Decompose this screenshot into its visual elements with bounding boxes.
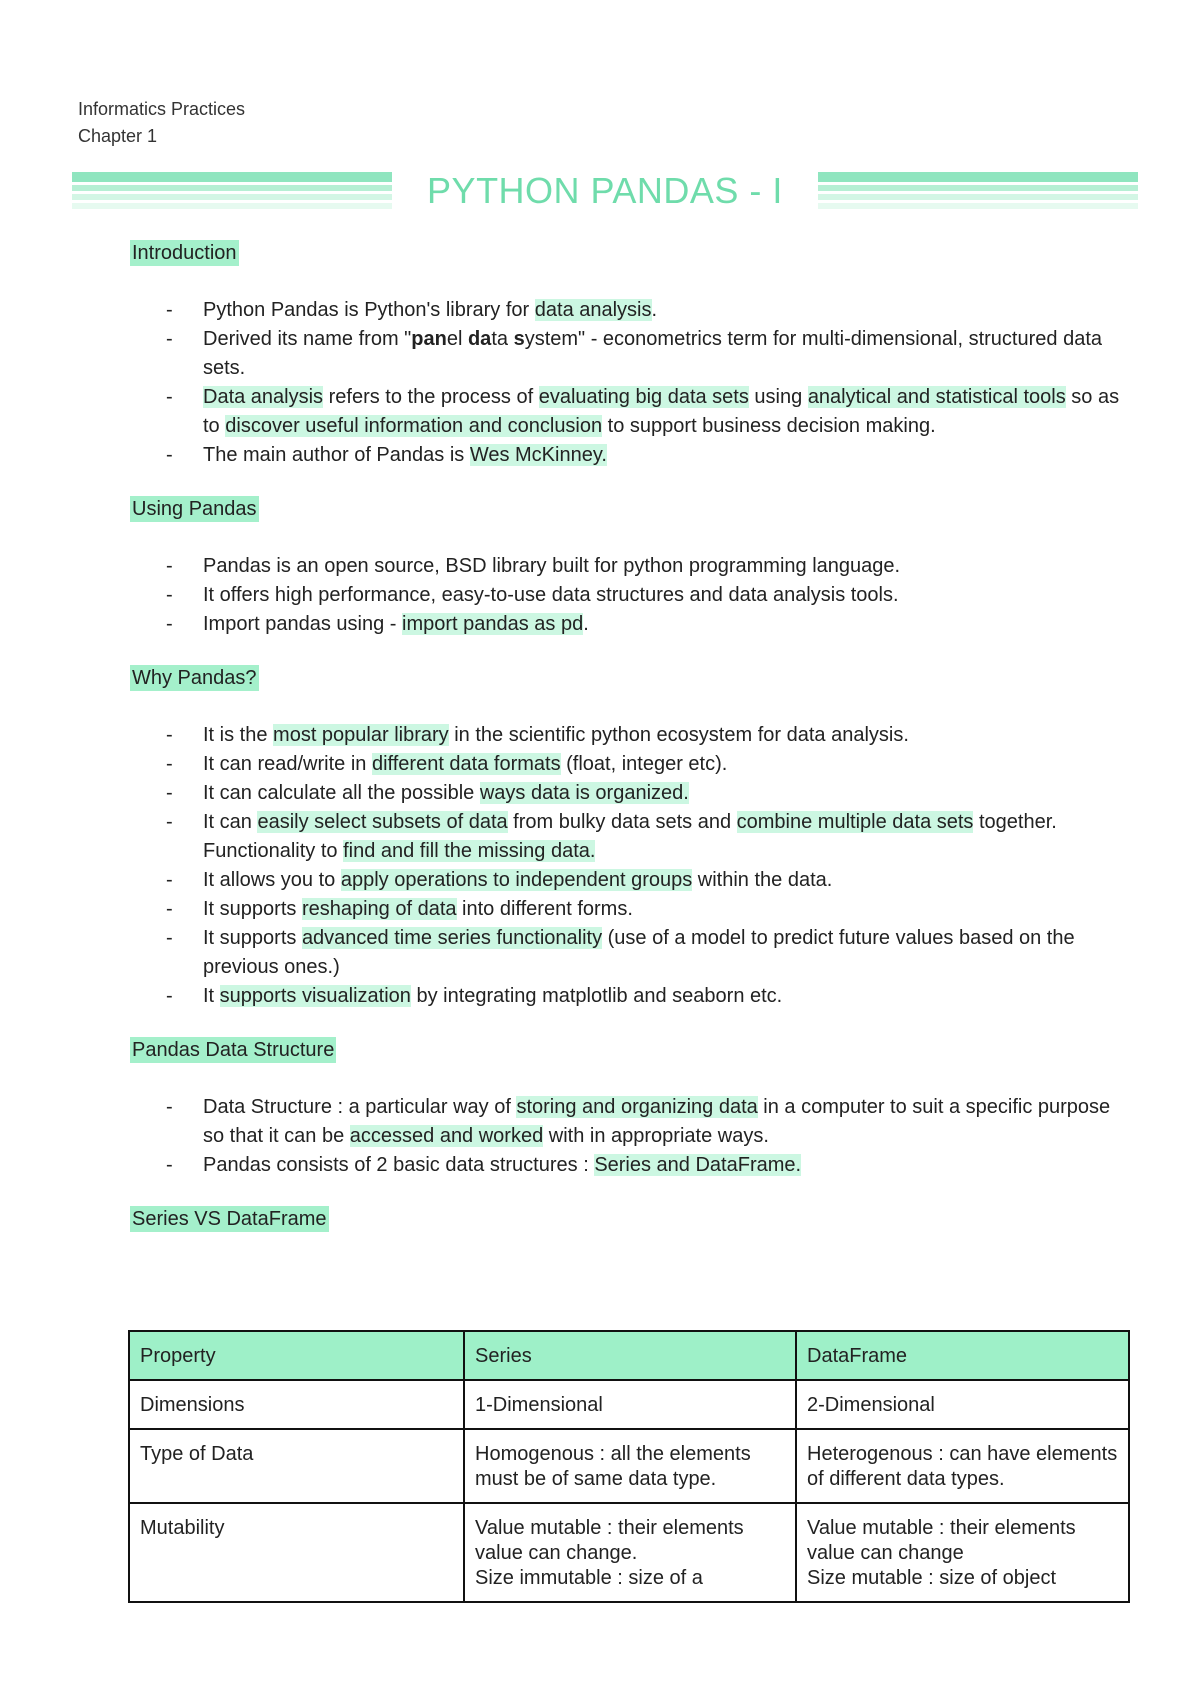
bullet-list — [130, 552, 1130, 639]
page-title: PYTHON PANDAS - I — [427, 170, 783, 211]
section-heading: Series VS DataFrame — [132, 1208, 327, 1230]
list-item: - It supports visualization by integrating matplotlib and seaborn etc. — [130, 982, 1130, 1011]
document-content — [130, 240, 1130, 1258]
comparison-table — [128, 1330, 1130, 1603]
column-header: DataFrame — [796, 1331, 1129, 1380]
dataframe-cell: Value mutable : their elements value can change Size mutable : size of object — [796, 1503, 1129, 1602]
bullet-list — [130, 296, 1130, 470]
list-item: - It can read/write in different data formats (float, integer etc). — [130, 750, 1130, 779]
section-why-pandas — [130, 665, 1130, 1011]
section-heading: Why Pandas? — [132, 667, 257, 689]
chapter-label: Chapter 1 — [78, 126, 158, 146]
list-item: - Derived its name from "panel data system" - econometrics term for multi-dimensional, structured data sets. — [130, 325, 1130, 383]
section-series-vs-dataframe — [130, 1206, 1130, 1232]
property-cell: Type of Data — [129, 1429, 464, 1503]
section-heading: Using Pandas — [132, 498, 257, 520]
section-data-structure — [130, 1037, 1130, 1180]
list-item: - Data Structure : a particular way of storing and organizing data in a computer to suit a specific purpose so that it can be accessed and worked with in appropriate ways. — [130, 1093, 1130, 1151]
subject-label: Informatics Practices — [78, 99, 246, 119]
list-item: - Pandas is an open source, BSD library built for python programming language. — [130, 552, 1130, 581]
property-cell: Dimensions — [129, 1380, 464, 1429]
column-header: Series — [464, 1331, 796, 1380]
table-row — [129, 1503, 1129, 1602]
list-item: - Pandas consists of 2 basic data structures : Series and DataFrame. — [130, 1151, 1130, 1180]
document-header — [78, 96, 245, 150]
table-row — [129, 1429, 1129, 1503]
dataframe-cell: Heterogenous : can have elements of different data types. — [796, 1429, 1129, 1503]
bullet-list — [130, 1093, 1130, 1180]
list-item: - It offers high performance, easy-to-use data structures and data analysis tools. — [130, 581, 1130, 610]
list-item: - It can calculate all the possible ways data is organized. — [130, 779, 1130, 808]
dataframe-cell: 2-Dimensional — [796, 1380, 1129, 1429]
list-item: - Data analysis refers to the process of evaluating big data sets using analytical and statistical tools so as to discover useful information and conclusion to support business decision making. — [130, 383, 1130, 441]
table-header-row — [129, 1331, 1129, 1380]
list-item: - It supports reshaping of data into different forms. — [130, 895, 1130, 924]
section-heading: Introduction — [132, 242, 237, 264]
list-item: - It can easily select subsets of data from bulky data sets and combine multiple data sets together. Functionality to find and fill the missing data. — [130, 808, 1130, 866]
list-item: - It is the most popular library in the scientific python ecosystem for data analysis. — [130, 721, 1130, 750]
table-row — [129, 1380, 1129, 1429]
title-band — [72, 168, 1138, 214]
list-item: - It supports advanced time series functionality (use of a model to predict future values based on the previous ones.) — [130, 924, 1130, 982]
title-decoration-right — [818, 172, 1138, 209]
series-cell: 1-Dimensional — [464, 1380, 796, 1429]
section-using-pandas — [130, 496, 1130, 639]
list-item: - It allows you to apply operations to independent groups within the data. — [130, 866, 1130, 895]
series-cell: Homogenous : all the elements must be of same data type. — [464, 1429, 796, 1503]
bullet-list — [130, 721, 1130, 1011]
property-cell: Mutability — [129, 1503, 464, 1602]
list-item: - The main author of Pandas is Wes McKinney. — [130, 441, 1130, 470]
section-introduction — [130, 240, 1130, 470]
section-heading: Pandas Data Structure — [132, 1039, 335, 1061]
column-header: Property — [129, 1331, 464, 1380]
series-cell: Value mutable : their elements value can change. Size immutable : size of a — [464, 1503, 796, 1602]
list-item: - Python Pandas is Python's library for data analysis. — [130, 296, 1130, 325]
list-item: - Import pandas using - import pandas as pd. — [130, 610, 1130, 639]
